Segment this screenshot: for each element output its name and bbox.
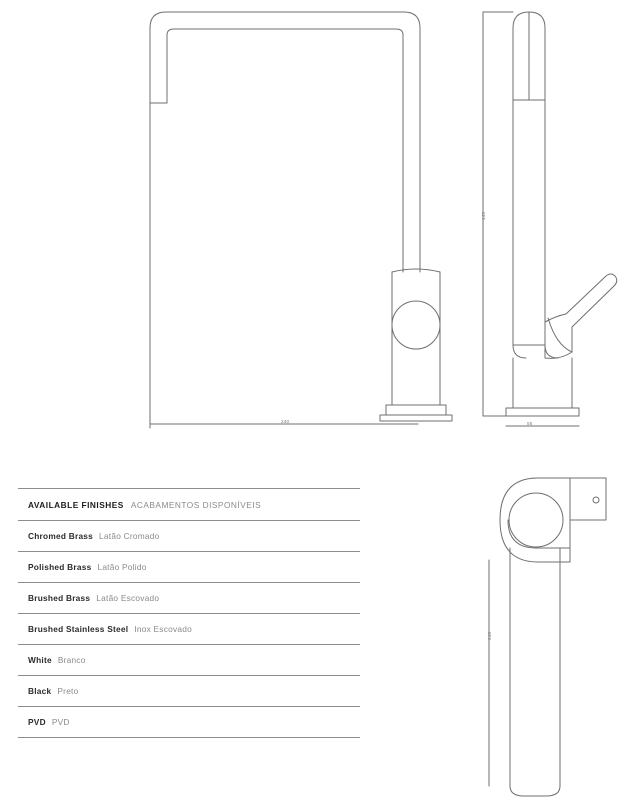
finish-name-pt: Latão Escovado [96,593,160,603]
table-rule-bottom [18,737,360,738]
spout-inner-path [167,29,403,272]
finish-row-polished-brass [18,552,360,582]
side-body-right [545,100,558,358]
finish-row-pvd [18,707,360,737]
dim-label-plan-depth: 240 [487,631,492,640]
available-finishes-table [18,488,360,738]
side-spout-outer [513,12,545,278]
finish-name-pt: Preto [57,686,79,696]
plan-spout-inner-circle [509,493,563,547]
handle-disc [392,301,440,349]
side-base-plate [506,408,579,416]
plan-body-tube [510,548,560,796]
finish-name-en: Brushed Stainless Steel [28,624,129,634]
dim-label-base-depth: 55 [527,421,533,426]
finish-name-en: Chromed Brass [28,531,94,541]
dim-label-spout-reach: 240 [281,419,290,424]
side-handle-lever [545,274,617,358]
finish-row-black [18,676,360,706]
finish-name-pt: Latão Polido [97,562,147,572]
finish-name-pt: Branco [57,655,86,665]
plan-inner-arc [508,520,570,548]
finish-row-brushed-stainless-steel [18,614,360,644]
finish-name-en: White [28,655,52,665]
finishes-header-pt: ACABAMENTOS DISPONÍVEIS [130,499,262,510]
base-flange [386,405,446,415]
finish-name-en: Polished Brass [28,562,92,572]
side-base-body [513,358,572,408]
finishes-header-en: AVAILABLE FINISHES [28,499,124,510]
base-plate [380,415,452,421]
plan-handle-block [570,478,606,520]
finish-name-en: PVD [28,717,46,727]
finish-name-pt: PVD [51,717,70,727]
finish-row-brushed-brass [18,583,360,613]
finish-name-pt: Inox Escovado [134,624,192,634]
dim-label-overall-height: 445 [481,211,486,220]
side-body-left [513,100,526,358]
plan-spout-outer [500,478,570,562]
finish-name-en: Black [28,686,52,696]
finish-row-white [18,645,360,675]
plan-handle-pivot [593,497,599,503]
side-handle-curve [548,318,572,352]
finish-row-chromed-brass [18,521,360,551]
finish-name-pt: Latão Cromado [99,531,160,541]
spout-outer-path [150,12,420,272]
finish-name-en: Brushed Brass [28,593,91,603]
body-top-curve [392,269,440,272]
finishes-table-header [18,489,360,520]
